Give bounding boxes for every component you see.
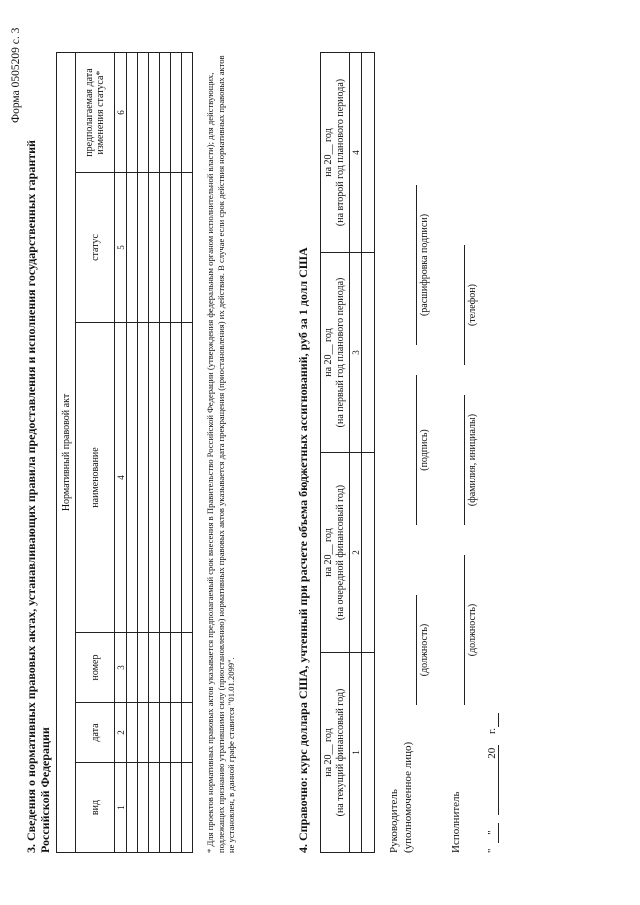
col-number: 4: [115, 323, 127, 633]
col-number: 5: [115, 173, 127, 323]
executor-label: Исполнитель: [450, 791, 462, 853]
table-row: [160, 52, 171, 852]
col-header-date: дата: [76, 703, 115, 763]
date-day-line[interactable]: [498, 823, 499, 843]
usd-rate-table: [320, 52, 375, 853]
head-position-line[interactable]: [416, 595, 417, 705]
head-signature-caption: (подпись): [419, 429, 430, 471]
date-year-line[interactable]: [498, 713, 499, 727]
head-sublabel: (уполномоченное лицо): [402, 741, 414, 853]
col-header-plan-year-1: на 20__ год (на первый год планового периода): [321, 253, 350, 453]
head-label: Руководитель: [388, 789, 400, 853]
table-row: [138, 52, 149, 852]
executor-position-line[interactable]: [464, 555, 465, 705]
col-number: 6: [115, 52, 127, 172]
executor-phone-line[interactable]: [464, 245, 465, 365]
section3-title: 3. Сведения о нормативных правовых актах, устанавливающих правила предоставления и исполнения государственных гарантий Российской Федерации: [24, 140, 52, 853]
executor-name-caption: (фамилия, инициалы): [467, 413, 478, 507]
col-number: 3: [115, 633, 127, 703]
col-header-name: наименование: [76, 323, 115, 633]
footnote: * Для проектов нормативных правовых актов указывается предполагаемый срок внесения в Правительство Российской Федерации (утверждения федеральным органом исполнительной власти); для действующих, подлежащих признанию утратившими силу (приостановлению) нормативных правовых актов указывается дата прекращения (приостановления) их действия. В случае если срок действия нормативных правовых актов не установлен, в данной графе ставится "01.01.2099".: [205, 55, 236, 853]
col-number: 2: [350, 453, 362, 653]
head-name-caption: (расшифровка подписи): [419, 213, 430, 317]
col-number: 1: [115, 763, 127, 853]
date-line: " " 20 г.: [486, 727, 498, 853]
head-position-caption: (должность): [419, 623, 430, 677]
section4-title: 4. Справочно: курс доллара США, учтенный при расчете объема бюджетных ассигнований, руб за 1 долл США: [296, 247, 310, 853]
npa-table: [56, 52, 193, 853]
col-header-plan-year-2: на 20__ год (на второй год планового периода): [321, 53, 350, 253]
col-header-kind: вид: [76, 763, 115, 853]
form-label: Форма 0505209 с. 3: [10, 27, 22, 123]
table-row: [182, 52, 193, 852]
executor-name-line[interactable]: [464, 395, 465, 525]
date-month-line[interactable]: [498, 745, 499, 815]
head-signature-line[interactable]: [416, 375, 417, 525]
head-name-line[interactable]: [416, 185, 417, 345]
col-header-number: номер: [76, 633, 115, 703]
col-number: 4: [350, 53, 362, 253]
col-header-status-change-date: предполагаемая дата изменения статуса*: [76, 52, 115, 172]
table-row: [171, 52, 182, 852]
col-header-status: статус: [76, 173, 115, 323]
col-header-current-year: на 20__ год (на текущий финансовый год): [321, 653, 350, 853]
col-number: 1: [350, 653, 362, 853]
table-row: [127, 52, 138, 852]
executor-phone-caption: (телефон): [467, 284, 478, 326]
npa-group-header: Нормативный правовой акт: [57, 52, 76, 852]
col-header-next-year: на 20__ год (на очередной финансовый год): [321, 453, 350, 653]
table-row: [149, 52, 160, 852]
table-row: [362, 53, 375, 853]
col-number: 3: [350, 253, 362, 453]
col-number: 2: [115, 703, 127, 763]
executor-position-caption: (должность): [467, 603, 478, 657]
